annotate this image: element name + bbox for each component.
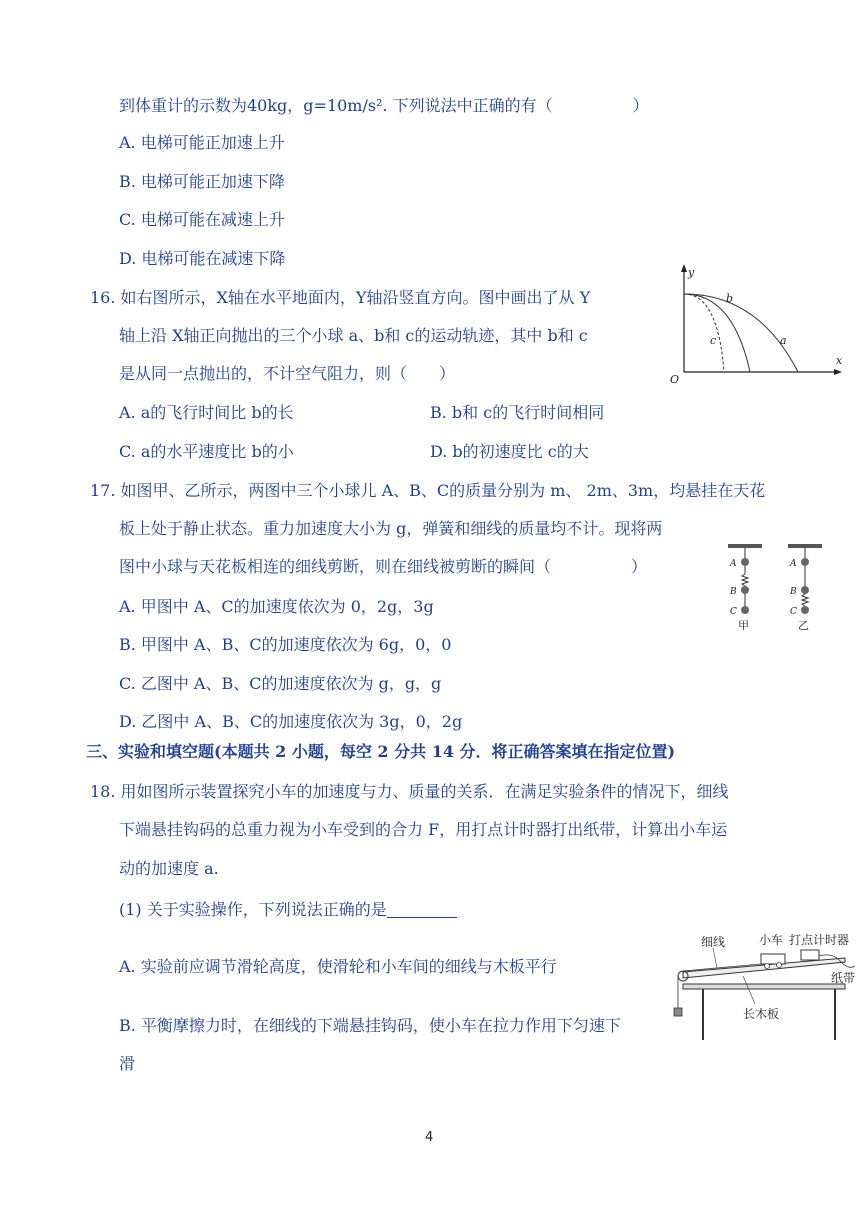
q16-trajectory-figure bbox=[658, 262, 848, 387]
q16-fig-y-label: y bbox=[688, 266, 695, 279]
q15-continuation: 到体重计的示数为40kg，g=10m/s². 下列说法中正确的有（ ） bbox=[119, 96, 649, 115]
q17-spring-figure bbox=[718, 540, 843, 632]
q15-option-d: D. 电梯可能在减速下降 bbox=[119, 249, 286, 268]
q16-option-a: A. a的飞行时间比 b的长 bbox=[119, 403, 294, 422]
q16-stem-line2: 轴上沿 X轴正向抛出的三个小球 a、b和 c的运动轨迹，其中 b和 c bbox=[119, 326, 588, 345]
q17-option-a: A. 甲图中 A、C的加速度依次为 0，2g，3g bbox=[119, 597, 434, 616]
q17-stem-line2: 板上处于静止状态。重力加速度大小为 g，弹簧和细线的质量均不计。现将两 bbox=[119, 519, 663, 538]
q18-part1-text: (1) 关于实验操作，下列说法正确的是 bbox=[119, 900, 387, 919]
q16-stem-line1: 16. 如右图所示，X轴在水平地面内，Y轴沿竖直方向。图中画出了从 Y bbox=[90, 288, 591, 307]
q17-fig-yi-label: 乙 bbox=[798, 619, 809, 632]
q16-fig-c-label: c bbox=[710, 334, 717, 347]
q18-fig-string-label: 细线 bbox=[701, 935, 726, 949]
q16-fig-x-label: x bbox=[836, 354, 843, 367]
q17-stem-line3: 图中小球与天花板相连的细线剪断，则在细线被剪断的瞬间（ ） bbox=[119, 557, 648, 576]
page-number: 4 bbox=[425, 1130, 434, 1145]
q16-fig-b-label: b bbox=[726, 292, 734, 305]
q16-stem-line3: 是从同一点抛出的，不计空气阻力，则（ ） bbox=[119, 364, 456, 383]
q16-fig-a-label: a bbox=[780, 334, 787, 347]
q17-fig-jia-label: 甲 bbox=[738, 619, 749, 632]
q18-fig-tape-label: 纸带 bbox=[831, 971, 856, 985]
q17-stem-line1: 17. 如图甲、乙所示，两图中三个小球儿 A、B、C的质量分别为 m、 2m、3m，均悬挂在天花 bbox=[90, 481, 766, 500]
q15-option-c: C. 电梯可能在减速上升 bbox=[119, 210, 285, 229]
q18-fig-board-label: 长木板 bbox=[743, 1007, 780, 1021]
q17-fig-c-right: C bbox=[790, 607, 797, 617]
answer-blank bbox=[387, 901, 457, 918]
q17-option-c: C. 乙图中 A、B、C的加速度依次为 g，g，g bbox=[119, 674, 442, 693]
q18-stem-line1: 18. 用如图所示装置探究小车的加速度与力、质量的关系．在满足实验条件的情况下，细线 bbox=[90, 782, 729, 801]
q15-option-a: A. 电梯可能正加速上升 bbox=[119, 133, 285, 152]
q18-stem-line3: 动的加速度 a. bbox=[119, 859, 219, 878]
q17-fig-c-left: C bbox=[730, 607, 737, 617]
q18-option-b: B. 平衡摩擦力时，在细线的下端悬挂钩码，使小车在拉力作用下匀速下 bbox=[119, 1016, 621, 1035]
q18-apparatus-figure bbox=[665, 932, 857, 1042]
q17-fig-b-right: B bbox=[790, 587, 797, 597]
q16-option-d: D. b的初速度比 c的大 bbox=[430, 442, 589, 461]
q18-fig-cart-label: 小车 bbox=[759, 933, 784, 947]
q17-fig-a-right: A bbox=[790, 559, 797, 569]
q18-option-b-continued: 滑 bbox=[119, 1054, 136, 1073]
q17-option-b: B. 甲图中 A、B、C的加速度依次为 6g，0，0 bbox=[119, 635, 452, 654]
q18-fig-timer-label: 打点计时器 bbox=[789, 933, 850, 947]
q15-option-b: B. 电梯可能正加速下降 bbox=[119, 172, 285, 191]
q17-fig-b-left: B bbox=[730, 587, 737, 597]
section-3-heading: 三、实验和填空题(本题共 2 小题，每空 2 分共 14 分．将正确答案填在指定位置) bbox=[86, 742, 676, 761]
q16-option-b: B. b和 c的飞行时间相同 bbox=[430, 403, 605, 422]
q18-stem-line2: 下端悬挂钩码的总重力视为小车受到的合力 F，用打点计时器打出纸带，计算出小车运 bbox=[119, 820, 728, 839]
q18-part1 bbox=[119, 899, 457, 921]
q17-fig-a-left: A bbox=[730, 559, 737, 569]
q17-option-d: D. 乙图中 A、B、C的加速度依次为 3g，0，2g bbox=[119, 712, 463, 731]
q16-fig-origin-label: O bbox=[670, 373, 680, 386]
q18-option-a: A. 实验前应调节滑轮高度，使滑轮和小车间的细线与木板平行 bbox=[119, 957, 557, 976]
q16-option-c: C. a的水平速度比 b的小 bbox=[119, 442, 294, 461]
